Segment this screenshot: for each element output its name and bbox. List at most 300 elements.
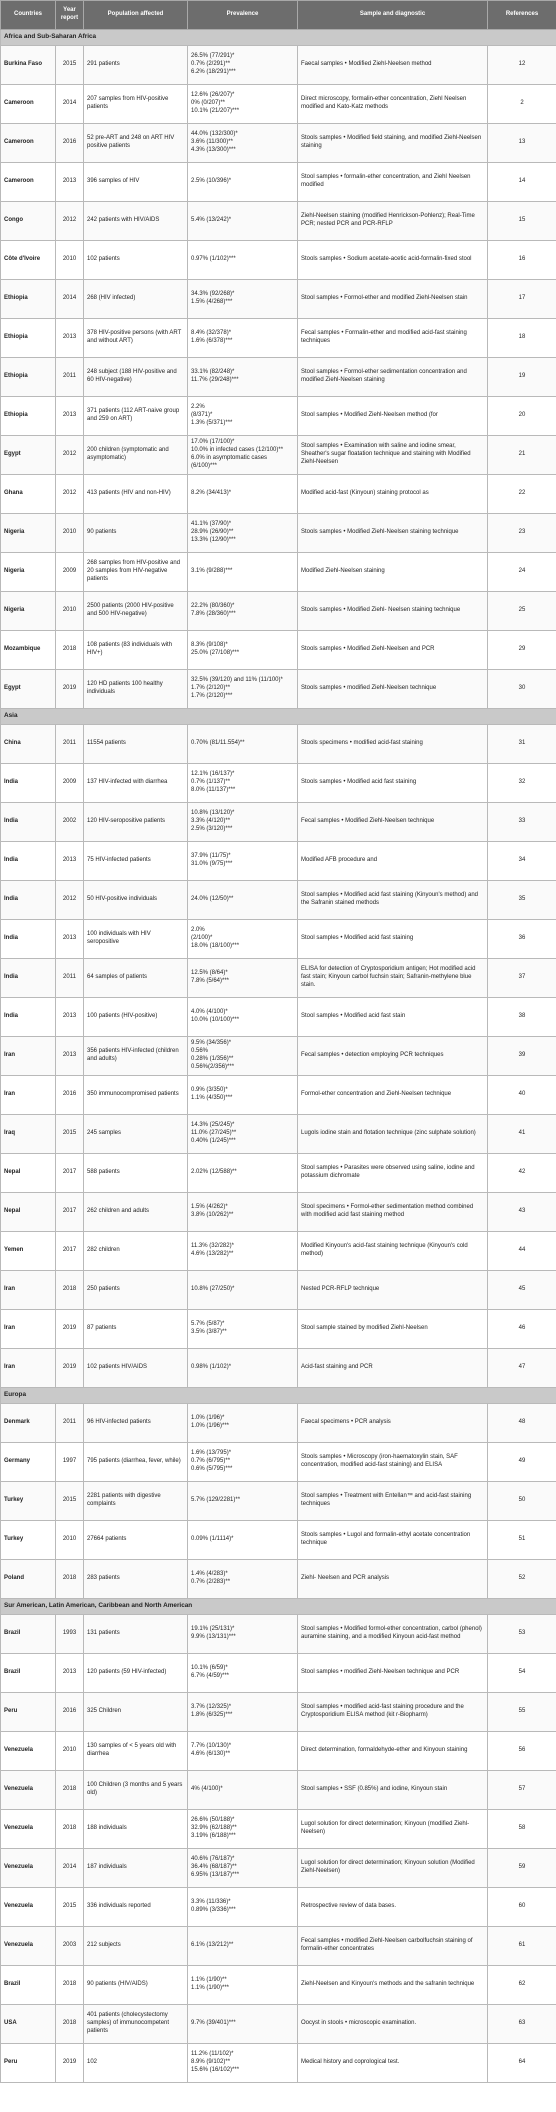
- table-row: [1, 1693, 556, 1732]
- table-row: [1, 241, 556, 280]
- population-cell: 401 patients (cholecystectomy samples) of immunocompetent patients: [84, 2005, 188, 2044]
- prevalence-line: 0.56%(2/356)***: [191, 1063, 235, 1070]
- reference-cell: 64: [488, 2044, 556, 2083]
- prevalence-cell: [188, 1810, 298, 1849]
- prevalence-line: 3.3% (11/336)*: [191, 1899, 231, 1906]
- prevalence-line: 1.0% (1/96)*: [191, 1415, 225, 1422]
- prevalence-cell: [188, 881, 298, 920]
- header-prevalence: Prevalence: [188, 1, 298, 30]
- table-row: [1, 1732, 556, 1771]
- prevalence-line: 19.1% (25/131)*: [191, 1626, 235, 1633]
- prevalence-cell: [188, 670, 298, 709]
- sample-cell: Modified Kinyoun's acid-fast staining technique (Kinyoun's cold method): [298, 1232, 488, 1271]
- table-row: [1, 1654, 556, 1693]
- table-row: [1, 1193, 556, 1232]
- reference-cell: 15: [488, 202, 556, 241]
- table-row: [1, 124, 556, 163]
- prevalence-line: 11.0% (27/245)**: [191, 1130, 237, 1137]
- prevalence-line: 0.97% (1/102)***: [191, 256, 236, 263]
- country-cell: Egypt: [1, 670, 56, 709]
- prevalence-cell: [188, 85, 298, 124]
- region-row: [1, 30, 556, 46]
- year-cell: 2014: [56, 85, 84, 124]
- country-cell: Brazil: [1, 1654, 56, 1693]
- year-cell: 2009: [56, 764, 84, 803]
- header-sample: Sample and diagnostic: [298, 1, 488, 30]
- sample-cell: Stool samples • Treatment with Entellan™ and acid-fast staining techniques: [298, 1482, 488, 1521]
- prevalence-cell: [188, 1271, 298, 1310]
- population-cell: 120 patients (59 HIV-infected): [84, 1654, 188, 1693]
- table-row: [1, 397, 556, 436]
- prevalence-line: 8.3% (9/108)*: [191, 642, 228, 649]
- year-cell: 2015: [56, 46, 84, 85]
- prevalence-line: 0.70% (81/11.554)**: [191, 740, 245, 747]
- sample-cell: Fecal samples • Modified Ziehl-Neelsen technique: [298, 803, 488, 842]
- year-cell: 2010: [56, 514, 84, 553]
- country-cell: Egypt: [1, 436, 56, 475]
- reference-cell: 16: [488, 241, 556, 280]
- prevalence-cell: [188, 1443, 298, 1482]
- country-cell: Iraq: [1, 1115, 56, 1154]
- country-cell: Venezuela: [1, 1849, 56, 1888]
- prevalence-line: 0.40% (1/245)***: [191, 1137, 236, 1144]
- year-cell: 2017: [56, 1154, 84, 1193]
- population-cell: 137 HIV-infected with diarrhea: [84, 764, 188, 803]
- prevalence-line: 34.3% (92/268)*: [191, 291, 235, 298]
- sample-cell: Stools samples • Sodium acetate-acetic acid-formalin-fixed stool: [298, 241, 488, 280]
- country-cell: Turkey: [1, 1482, 56, 1521]
- prevalence-cell: [188, 46, 298, 85]
- sample-cell: Ziehl- Neelsen and PCR analysis: [298, 1560, 488, 1599]
- year-cell: 2009: [56, 553, 84, 592]
- prevalence-line: 33.1% (82/248)*: [191, 369, 235, 376]
- reference-cell: 38: [488, 998, 556, 1037]
- country-cell: Germany: [1, 1443, 56, 1482]
- reference-cell: 48: [488, 1404, 556, 1443]
- country-cell: Iran: [1, 1271, 56, 1310]
- population-cell: 283 patients: [84, 1560, 188, 1599]
- sample-cell: Retrospective review of data bases.: [298, 1888, 488, 1927]
- reference-cell: 59: [488, 1849, 556, 1888]
- prevalence-line: 7.7% (10/130)*: [191, 1743, 232, 1750]
- sample-cell: Stool samples • Modified acid fast stain: [298, 998, 488, 1037]
- country-cell: Cameroon: [1, 163, 56, 202]
- table-row: [1, 553, 556, 592]
- table-row: [1, 1076, 556, 1115]
- table-header-row: [1, 1, 556, 30]
- region-label: Asia: [1, 709, 556, 725]
- country-cell: Ethiopia: [1, 280, 56, 319]
- population-cell: 250 patients: [84, 1271, 188, 1310]
- prevalence-cell: [188, 358, 298, 397]
- table-row: [1, 85, 556, 124]
- prevalence-line: 4.3% (13/300)***: [191, 146, 236, 153]
- sample-cell: Stool samples • Examination with saline and iodine smear, Sheather's sugar floatation technique and staining with Modified Ziehl-Neelsen: [298, 436, 488, 475]
- reference-cell: 63: [488, 2005, 556, 2044]
- year-cell: 2002: [56, 803, 84, 842]
- year-cell: 2019: [56, 1349, 84, 1388]
- reference-cell: 19: [488, 358, 556, 397]
- country-cell: Peru: [1, 2044, 56, 2083]
- table-row: [1, 998, 556, 1037]
- sample-cell: Stool samples • Modified acid fast staining (Kinyoun's method) and the Safranin stained methods: [298, 881, 488, 920]
- population-cell: 102 patients: [84, 241, 188, 280]
- prevalence-line: 0.56%: [191, 1048, 209, 1055]
- country-cell: Iran: [1, 1076, 56, 1115]
- year-cell: 2012: [56, 202, 84, 241]
- sample-cell: Stools samples • Microscopy (iron-haematoxylin stain, SAF concentration, modified acid-fast staining) and ELISA: [298, 1443, 488, 1482]
- prevalence-line: 28.9% (26/90)**: [191, 529, 234, 536]
- prevalence-line: 1.7% (2/120)***: [191, 692, 233, 699]
- reference-cell: 54: [488, 1654, 556, 1693]
- population-cell: 52 pre-ART and 248 on ART HIV positive patients: [84, 124, 188, 163]
- table-row: [1, 1927, 556, 1966]
- country-cell: Poland: [1, 1560, 56, 1599]
- prevalence-cell: [188, 631, 298, 670]
- reference-cell: 53: [488, 1615, 556, 1654]
- prevalence-cell: [188, 124, 298, 163]
- prevalence-line: 3.1% (9/288)***: [191, 568, 233, 575]
- prevalence-line: 18.0% (18/100)***: [191, 942, 240, 949]
- reference-cell: 36: [488, 920, 556, 959]
- population-cell: 90 patients: [84, 514, 188, 553]
- year-cell: 2016: [56, 124, 84, 163]
- prevalence-cell: [188, 1482, 298, 1521]
- prevalence-line: 0.7% (2/283)**: [191, 1579, 231, 1585]
- population-cell: 120 HD patients 100 healthy individuals: [84, 670, 188, 709]
- prevalence-line: 5.4% (13/242)*: [191, 217, 232, 224]
- prevalence-line: 4.0% (4/100)*: [191, 1009, 228, 1016]
- prevalence-cell: [188, 475, 298, 514]
- sample-cell: Stool samples • Modified formol-ether concentration, carbol (phenol) auramine staining, and a modified Kinyoun acid-fast method: [298, 1615, 488, 1654]
- table-row: [1, 1232, 556, 1271]
- prevalence-line: 1.7% (2/120)**: [191, 685, 231, 692]
- sample-cell: Ziehl-Neelsen staining (modified Henrickson-Pohlenz); Real-Time PCR; nested PCR and PCR-RFLP: [298, 202, 488, 241]
- prevalence-cell: [188, 1927, 298, 1966]
- population-cell: 131 patients: [84, 1615, 188, 1654]
- reference-cell: 62: [488, 1966, 556, 2005]
- prevalence-line: 6.7% (4/59)***: [191, 1673, 230, 1679]
- prevalence-line: 44.0% (132/300)*: [191, 131, 238, 138]
- reference-cell: 17: [488, 280, 556, 319]
- table-row: [1, 514, 556, 553]
- prevalence-line: 3.19% (6/188)***: [191, 1832, 236, 1839]
- year-cell: 2014: [56, 1849, 84, 1888]
- table-row: [1, 881, 556, 920]
- sample-cell: Stools samples • Modified acid fast staining: [298, 764, 488, 803]
- year-cell: 2012: [56, 475, 84, 514]
- prevalence-line: 2.02% (12/588)**: [191, 1169, 237, 1176]
- prevalence-cell: [188, 1154, 298, 1193]
- year-cell: 2013: [56, 1037, 84, 1076]
- reference-cell: 50: [488, 1482, 556, 1521]
- country-cell: India: [1, 842, 56, 881]
- prevalence-cell: [188, 1404, 298, 1443]
- prevalence-cell: [188, 1732, 298, 1771]
- prevalence-cell: [188, 1771, 298, 1810]
- prevalence-cell: [188, 803, 298, 842]
- table-row: [1, 358, 556, 397]
- prevalence-cell: [188, 764, 298, 803]
- country-cell: Peru: [1, 1693, 56, 1732]
- population-cell: 75 HIV-infected patients: [84, 842, 188, 881]
- sample-cell: Stool samples • Formol-ether and modified Ziehl-Neelsen stain: [298, 280, 488, 319]
- prevalence-cell: [188, 1654, 298, 1693]
- country-cell: Venezuela: [1, 1888, 56, 1927]
- year-cell: 2012: [56, 436, 84, 475]
- sample-cell: Modified Ziehl-Neelsen staining: [298, 553, 488, 592]
- population-cell: 356 patients HIV-infected (children and adults): [84, 1037, 188, 1076]
- table-row: [1, 1310, 556, 1349]
- reference-cell: 2: [488, 85, 556, 124]
- population-cell: 413 patients (HIV and non-HIV): [84, 475, 188, 514]
- reference-cell: 41: [488, 1115, 556, 1154]
- population-cell: 50 HIV-positive individuals: [84, 881, 188, 920]
- reference-cell: 23: [488, 514, 556, 553]
- prevalence-line: 0.6% (5/795)***: [191, 1465, 233, 1472]
- year-cell: 2013: [56, 163, 84, 202]
- year-cell: 2018: [56, 2005, 84, 2044]
- prevalence-line: 10.8% (27/250)*: [191, 1286, 235, 1293]
- reference-cell: 14: [488, 163, 556, 202]
- prevalence-cell: [188, 280, 298, 319]
- prevalence-cell: [188, 1615, 298, 1654]
- table-row: [1, 1443, 556, 1482]
- prevalence-line: 10.8% (13/120)*: [191, 810, 235, 817]
- region-label: Europa: [1, 1388, 556, 1404]
- table-row: [1, 1404, 556, 1443]
- header-year-report: Year report: [56, 1, 84, 30]
- year-cell: 2003: [56, 1927, 84, 1966]
- reference-cell: 20: [488, 397, 556, 436]
- table-row: [1, 1154, 556, 1193]
- country-cell: Côte d'Ivoire: [1, 241, 56, 280]
- table-row: [1, 592, 556, 631]
- population-cell: 90 patients (HIV/AIDS): [84, 1966, 188, 2005]
- prevalence-line: 2.5% (3/120)***: [191, 825, 233, 832]
- sample-cell: Stool samples • Parasites were observed using saline, iodine and potassium dichromate: [298, 1154, 488, 1193]
- prevalence-line: 1.0% (1/96)***: [191, 1423, 230, 1429]
- population-cell: 2281 patients with digestive complaints: [84, 1482, 188, 1521]
- sample-cell: Lugol solution for direct determination; Kinyoun (modified Ziehl-Neelsen): [298, 1810, 488, 1849]
- prevalence-cell: [188, 1693, 298, 1732]
- sample-cell: Faecal samples • Modified Ziehl-Neelsen method: [298, 46, 488, 85]
- table-row: [1, 46, 556, 85]
- prevalence-line: 3.7% (12/325)*: [191, 1704, 232, 1711]
- population-cell: 212 subjects: [84, 1927, 188, 1966]
- country-cell: India: [1, 920, 56, 959]
- prevalence-cell: [188, 842, 298, 881]
- prevalence-line: 0.7% (2/291)**: [191, 61, 231, 68]
- reference-cell: 43: [488, 1193, 556, 1232]
- prevalence-line: 15.6% (16/102)***: [191, 2066, 240, 2073]
- reference-cell: 22: [488, 475, 556, 514]
- table-row: [1, 1560, 556, 1599]
- prevalence-line: 12.1% (16/137)*: [191, 771, 235, 778]
- reference-cell: 51: [488, 1521, 556, 1560]
- prevalence-line: 10.1% (21/207)***: [191, 107, 240, 114]
- year-cell: 2018: [56, 1966, 84, 2005]
- reference-cell: 49: [488, 1443, 556, 1482]
- prevalence-line: 0.9% (3/350)*: [191, 1087, 228, 1094]
- prevalence-line: 2.0%: [191, 927, 205, 934]
- sample-cell: Medical history and coprological test.: [298, 2044, 488, 2083]
- prevalence-line: 22.2% (80/360)*: [191, 603, 235, 610]
- country-cell: Brazil: [1, 1615, 56, 1654]
- sample-cell: ELISA for detection of Cryptosporidium antigen; Hot modified acid fast stain; Kinyoun carbol fuchsin stain; Safranin-methylene blue stain.: [298, 959, 488, 998]
- population-cell: 100 patients (HIV-positive): [84, 998, 188, 1037]
- prevalence-line: 0.89% (3/336)***: [191, 1907, 236, 1913]
- region-row: [1, 1388, 556, 1404]
- sample-cell: Ziehl-Neelsen and Kinyoun's methods and the safranin technique: [298, 1966, 488, 2005]
- prevalence-line: 25.0% (27/108)***: [191, 650, 240, 656]
- prevalence-line: 8.0% (11/137)***: [191, 786, 236, 793]
- reference-cell: 46: [488, 1310, 556, 1349]
- prevalence-line: 1.8% (6/325)***: [191, 1712, 233, 1718]
- reference-cell: 13: [488, 124, 556, 163]
- prevalence-line: 7.8% (28/360)***: [191, 611, 236, 617]
- prevalence-line: 3.3% (4/120)**: [191, 818, 231, 825]
- prevalence-line: 31.0% (9/75)***: [191, 861, 233, 867]
- prevalence-line: 11.2% (11/102)*: [191, 2051, 234, 2058]
- sample-cell: Acid-fast staining and PCR: [298, 1349, 488, 1388]
- population-cell: 248 subject (188 HIV-positive and 60 HIV-negative): [84, 358, 188, 397]
- prevalence-line: 40.6% (76/187)*: [191, 1856, 235, 1863]
- header-population: Population affected: [84, 1, 188, 30]
- sample-cell: Stools specimens • modified acid-fast staining: [298, 725, 488, 764]
- reference-cell: 58: [488, 1810, 556, 1849]
- table-row: [1, 1810, 556, 1849]
- year-cell: 1997: [56, 1443, 84, 1482]
- country-cell: India: [1, 803, 56, 842]
- reference-cell: 30: [488, 670, 556, 709]
- prevalence-cell: [188, 1849, 298, 1888]
- table-row: [1, 1271, 556, 1310]
- prevalence-line: 1.1% (4/350)***: [191, 1095, 233, 1101]
- sample-cell: Lugols iodine stain and flotation technique (zinc sulphate solution): [298, 1115, 488, 1154]
- sample-cell: Faecal specimens • PCR analysis: [298, 1404, 488, 1443]
- table-row: [1, 475, 556, 514]
- reference-cell: 60: [488, 1888, 556, 1927]
- reference-cell: 57: [488, 1771, 556, 1810]
- sample-cell: Nested PCR-RFLP technique: [298, 1271, 488, 1310]
- population-cell: 188 individuals: [84, 1810, 188, 1849]
- country-cell: Nepal: [1, 1193, 56, 1232]
- country-cell: Denmark: [1, 1404, 56, 1443]
- prevalence-line: 9.9% (13/131)***: [191, 1634, 236, 1640]
- population-cell: 268 (HIV infected): [84, 280, 188, 319]
- prevalence-line: 13.3% (12/90)***: [191, 536, 236, 543]
- table-row: [1, 670, 556, 709]
- population-cell: 100 individuals with HIV seropositive: [84, 920, 188, 959]
- country-cell: Burkina Faso: [1, 46, 56, 85]
- population-cell: 350 immunocompromised patients: [84, 1076, 188, 1115]
- prevalence-line: 6.1% (13/212)**: [191, 1942, 234, 1949]
- year-cell: 2018: [56, 1771, 84, 1810]
- population-cell: 268 samples from HIV-positive and 20 samples from HIV-negative patients: [84, 553, 188, 592]
- reference-cell: 61: [488, 1927, 556, 1966]
- population-cell: 242 patients with HIV/AIDS: [84, 202, 188, 241]
- region-label: Africa and Sub-Saharan Africa: [1, 30, 556, 46]
- sample-cell: Stool samples • Modified Ziehl-Neelsen method (for: [298, 397, 488, 436]
- sample-cell: Stools samples • Modified field staining, and modified Ziehl-Neelsen staining: [298, 124, 488, 163]
- table-row: [1, 202, 556, 241]
- prevalence-line: 3.5% (3/87)**: [191, 1329, 227, 1335]
- country-cell: India: [1, 998, 56, 1037]
- table-row: [1, 163, 556, 202]
- reference-cell: 31: [488, 725, 556, 764]
- prevalence-cell: [188, 163, 298, 202]
- year-cell: 2014: [56, 280, 84, 319]
- sample-cell: Stool samples • Formol-ether sedimentation concentration and modified Ziehl-Neelsen staining: [298, 358, 488, 397]
- country-cell: Ethiopia: [1, 397, 56, 436]
- sample-cell: Direct determination, formaldehyde-ether and Kinyoun staining: [298, 1732, 488, 1771]
- table-row: [1, 319, 556, 358]
- year-cell: 2017: [56, 1232, 84, 1271]
- prevalence-line: 1.6% (6/378)***: [191, 338, 233, 344]
- population-cell: 64 samples of patients: [84, 959, 188, 998]
- prevalence-line: 12.5% (8/64)*: [191, 970, 228, 977]
- prevalence-line: 4.6% (13/282)**: [191, 1251, 234, 1257]
- prevalence-line: 3.6% (11/300)**: [191, 139, 233, 146]
- table-body: [1, 30, 556, 2083]
- country-cell: Venezuela: [1, 1732, 56, 1771]
- country-cell: Congo: [1, 202, 56, 241]
- country-cell: India: [1, 764, 56, 803]
- prevalence-line: 0.7% (6/795)**: [191, 1458, 231, 1465]
- reference-cell: 56: [488, 1732, 556, 1771]
- table-row: [1, 436, 556, 475]
- reference-cell: 29: [488, 631, 556, 670]
- prevalence-line: 3.8% (10/262)**: [191, 1212, 234, 1218]
- sample-cell: Stools samples • Lugol and formalin-ethyl acetate concentration technique: [298, 1521, 488, 1560]
- prevalence-line: 4.6% (6/130)**: [191, 1751, 231, 1757]
- year-cell: 2011: [56, 358, 84, 397]
- prevalence-line: 9.5% (34/356)*: [191, 1040, 232, 1047]
- table-row: [1, 280, 556, 319]
- country-cell: India: [1, 959, 56, 998]
- country-cell: Iran: [1, 1349, 56, 1388]
- prevalence-cell: [188, 1560, 298, 1599]
- reference-cell: 45: [488, 1271, 556, 1310]
- table-row: [1, 1771, 556, 1810]
- prevalence-cell: [188, 397, 298, 436]
- population-cell: 371 patients (112 ART-naive group and 259 on ART): [84, 397, 188, 436]
- prevalence-line: 2.5% (10/396)*: [191, 178, 232, 185]
- year-cell: 2013: [56, 1654, 84, 1693]
- prevalence-cell: [188, 1037, 298, 1076]
- prevalence-line: 5.7% (129/2281)**: [191, 1497, 241, 1504]
- population-cell: 11554 patients: [84, 725, 188, 764]
- country-cell: Nigeria: [1, 514, 56, 553]
- prevalence-line: 17.0% (17/100)*: [191, 439, 235, 446]
- reference-cell: 39: [488, 1037, 556, 1076]
- sample-cell: Stools samples • Modified Ziehl-Neelsen and PCR: [298, 631, 488, 670]
- sample-cell: Fecal samples • detection employing PCR techniques: [298, 1037, 488, 1076]
- prevalence-line: 26.6% (50/188)*: [191, 1817, 235, 1824]
- year-cell: 2010: [56, 241, 84, 280]
- prevalence-line: 6.0% in asymptomatic cases (6/100)***: [191, 455, 268, 469]
- prevalence-line: 9.7% (39/401)***: [191, 2020, 236, 2027]
- population-cell: 102 patients HIV/AIDS: [84, 1349, 188, 1388]
- reference-cell: 18: [488, 319, 556, 358]
- reference-cell: 25: [488, 592, 556, 631]
- prevalence-cell: [188, 1115, 298, 1154]
- reference-cell: 32: [488, 764, 556, 803]
- sample-cell: Formol-ether concentration and Ziehl-Neelsen technique: [298, 1076, 488, 1115]
- table-row: [1, 1482, 556, 1521]
- prevalence-line: 24.0% (12/50)**: [191, 896, 234, 903]
